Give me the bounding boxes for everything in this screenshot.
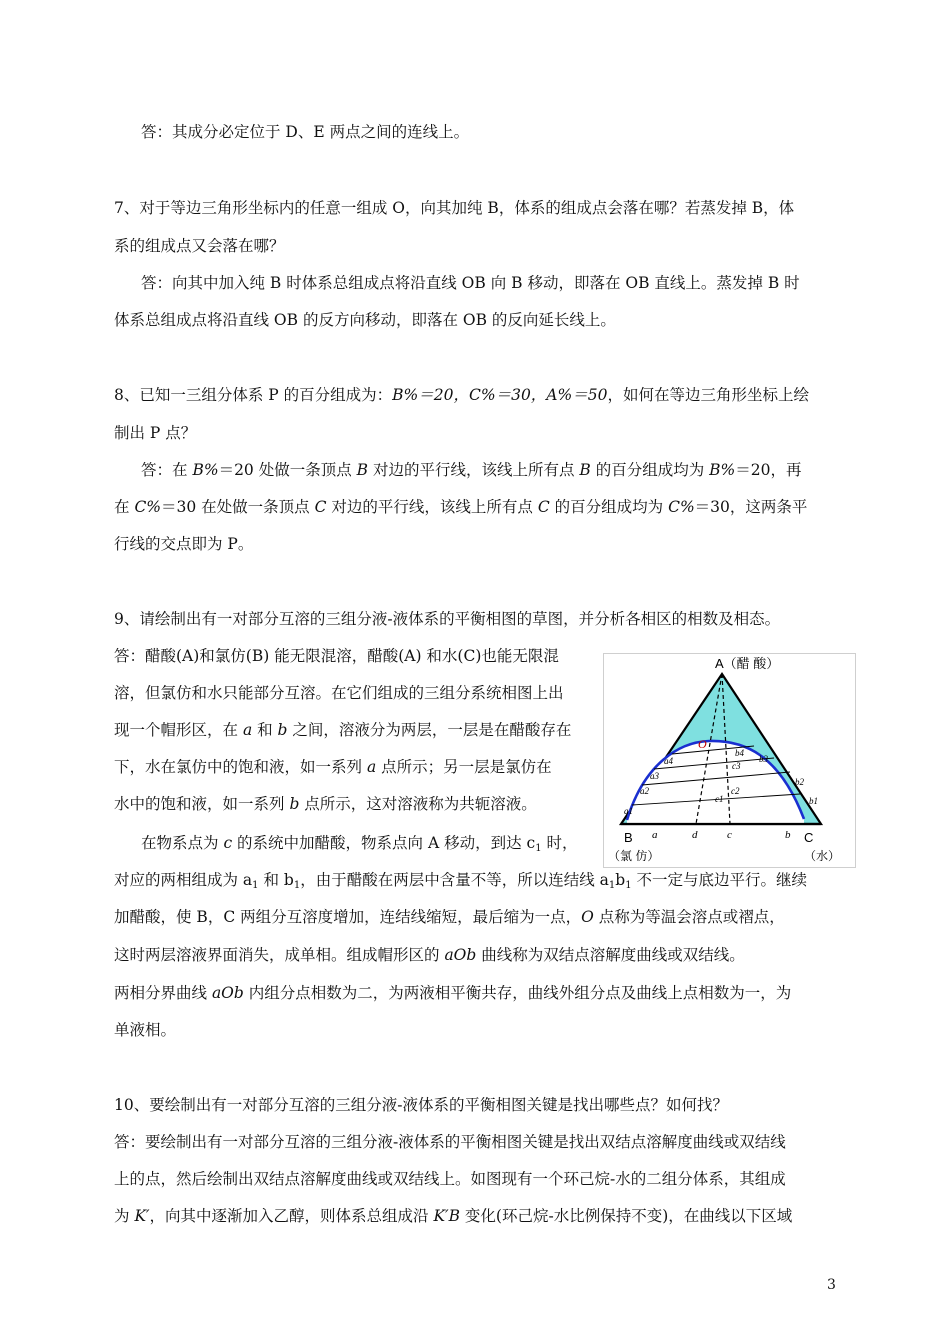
point-a3-label: a3 — [650, 771, 659, 781]
question-7-line: 系的组成点又会落在哪？ — [114, 237, 285, 255]
answer-8-line: 在 C%＝30 在处做一条顶点 C 对边的平行线，该线上所有点 C 的百分组成均为 C%＝30，这两条平 — [114, 498, 808, 516]
plait-point-label: O — [698, 737, 707, 751]
answer-9-line: 这时两层溶液界面消失，成单相。组成帽形区的 aOb 曲线称为双结点溶解度曲线或双结线。 — [114, 946, 745, 964]
question-8-line: 制出 P 点？ — [114, 424, 197, 442]
two-phase-region — [627, 741, 804, 824]
answer-8-line: 答：在 B%＝20 处做一条顶点 B 对边的平行线，该线上所有点 B 的百分组成均为 B%＝20，再 — [141, 461, 802, 479]
question-7-line: 7、对于等边三角形坐标内的任意一组成 O，向其加纯 B，体系的组成点会落在哪？若蒸发掉 B，体 — [114, 199, 795, 217]
answer-9-line: 溶，但氯仿和水只能部分互溶。在它们组成的三组分系统相图上出 — [114, 684, 564, 702]
answer-9-line: 在物系点为 c 的系统中加醋酸，物系点向 A 移动，到达 $c_1$ 时， — [141, 834, 578, 854]
vertex-b-name: （氯 仿） — [608, 849, 660, 863]
answer-10-line: 为 K′，向其中逐渐加入乙醇，则体系总组成沿 K′B 变化(环己烷-水比例保持不变)，在曲线以下区域 — [114, 1207, 793, 1225]
point-a1-label: a1 — [624, 806, 633, 816]
point-b1-label: b1 — [809, 796, 818, 806]
answer-9-line: 单液相。 — [114, 1021, 177, 1039]
answer-8-line: 行线的交点即为 P。 — [114, 535, 254, 553]
phase-diagram-svg — [604, 654, 855, 867]
vertex-c-name: （水） — [804, 849, 841, 863]
answer-9-line: 下，水在氯仿中的饱和液，如一系列 a 点所示；另一层是氯仿在 — [114, 758, 552, 776]
vertex-c-label: C — [804, 830, 814, 845]
point-c3-label: c3 — [732, 761, 741, 771]
answer-line: 答：其成分必定位于 D、E 两点之间的连线上。 — [141, 123, 470, 141]
question-9-line: 9、请绘制出有一对部分互溶的三组分液-液体系的平衡相图的草图，并分析各相区的相数及相态。 — [114, 610, 781, 628]
question-8-line: 8、已知一三组分体系 P 的百分组成为：B%＝20，C%＝30，A%＝50，如何在等边三角形坐标上绘 — [114, 386, 809, 404]
point-c1-label: c1 — [715, 794, 724, 804]
answer-9-line: 答：醋酸(A)和氯仿(B) 能无限混溶，醋酸(A) 和水(C)也能无限混 — [114, 647, 559, 665]
answer-9-line: 两相分界曲线 aOb 内组分点相数为二，为两液相平衡共存，曲线外组分点及曲线上点相数为一，为 — [114, 984, 792, 1002]
point-b4-label: b4 — [735, 748, 744, 758]
point-b3-label: b3 — [759, 754, 768, 764]
point-a2-label: a2 — [640, 786, 649, 796]
answer-9-line: 水中的饱和液，如一系列 b 点所示，这对溶液称为共轭溶液。 — [114, 795, 537, 813]
vertex-a-label: A（醋 酸） — [715, 656, 780, 671]
point-b2-label: b2 — [795, 777, 804, 787]
ternary-phase-diagram — [603, 653, 856, 868]
page-number: 3 — [827, 1277, 836, 1293]
vertex-b-label: B — [624, 830, 633, 845]
bottom-label-b: b — [785, 829, 791, 841]
bottom-label-c: c — [727, 829, 732, 841]
point-c2-label: c2 — [731, 786, 740, 796]
answer-9-line: 现一个帽形区，在 a 和 b 之间，溶液分为两层，一层是在醋酸存在 — [114, 721, 572, 739]
answer-10-line: 答：要绘制出有一对部分互溶的三组分液-液体系的平衡相图关键是找出双结点溶解度曲线或双结线 — [114, 1133, 786, 1151]
bottom-label-a: a — [652, 829, 658, 841]
point-a4-label: a4 — [664, 756, 673, 766]
question-10-line: 10、要绘制出有一对部分互溶的三组分液-液体系的平衡相图关键是找出哪些点？如何找？ — [114, 1096, 728, 1114]
answer-7-line: 答：向其中加入纯 B 时体系总组成点将沿直线 OB 向 B 移动，即落在 OB 直线上。蒸发掉 B 时 — [141, 274, 800, 292]
answer-7-line: 体系总组成点将沿直线 OB 的反方向移动，即落在 OB 的反向延长线上。 — [114, 311, 616, 329]
answer-9-line: 加醋酸，使 B，C 两组分互溶度增加，连结线缩短，最后缩为一点，O 点称为等温会溶点或褶点， — [114, 908, 785, 926]
answer-10-line: 上的点，然后绘制出双结点溶解度曲线或双结线上。如图现有一个环己烷-水的二组分体系，其组成 — [114, 1170, 786, 1188]
bottom-label-d: d — [692, 829, 698, 841]
answer-9-line: 对应的两相组成为 $a_1$ 和 $b_1$，由于醋酸在两层中含量不等，所以连结线 $a_1b_1$ 不一定与底边平行。继续 — [114, 871, 807, 891]
